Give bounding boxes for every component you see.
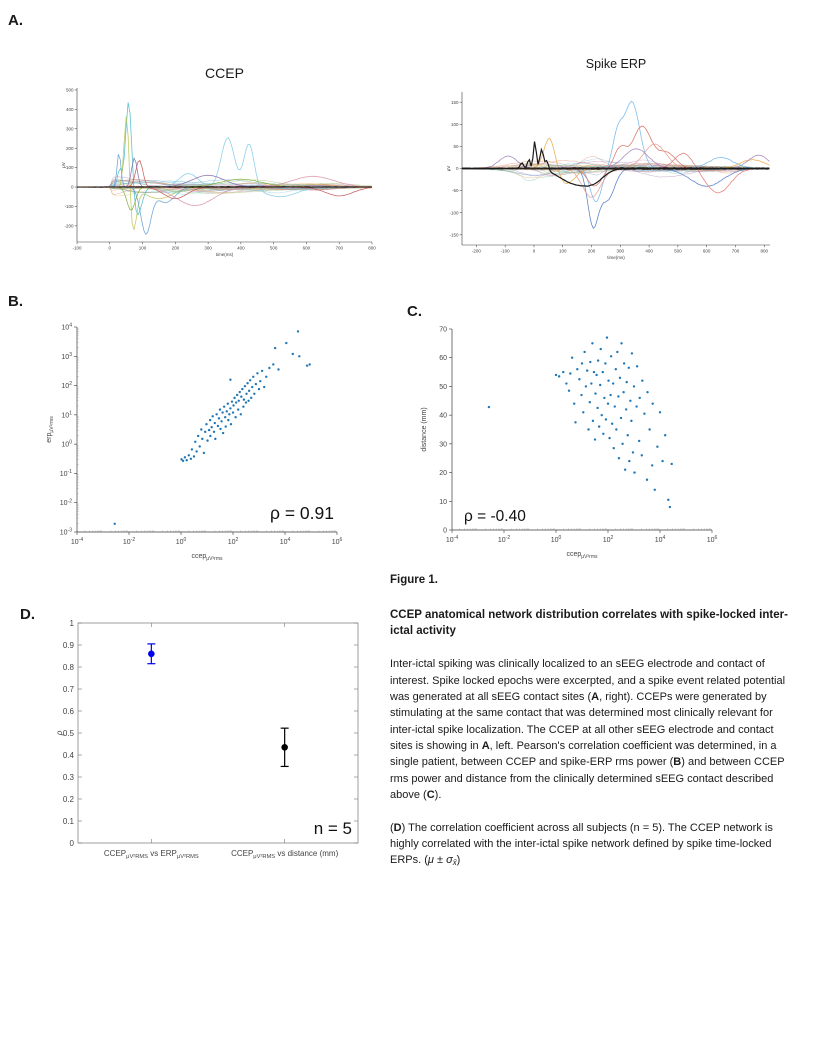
svg-text:0.4: 0.4 xyxy=(62,750,74,760)
svg-text:CCEPμV²RMS vs ERPμV²RMS: $CCEP_{\mu V^2RMS}$ vs $ERP_{\mu V^2RMS}$ xyxy=(103,849,199,861)
svg-text:800: 800 xyxy=(760,248,769,254)
svg-text:0.5: 0.5 xyxy=(62,728,74,738)
svg-text:0: 0 xyxy=(70,184,74,190)
svg-text:0.7: 0.7 xyxy=(62,684,74,694)
svg-text:-50: -50 xyxy=(451,188,459,194)
svg-text:100: $10^0$ xyxy=(550,535,562,544)
svg-text:106: $10^6$ xyxy=(706,535,718,544)
svg-text:200: 200 xyxy=(65,145,74,151)
svg-text:500: 500 xyxy=(65,87,74,93)
svg-text:erpμV²rms: erp$_{\mu V^2rms}$ xyxy=(46,416,55,443)
svg-text:-100: -100 xyxy=(449,210,459,216)
svg-text:time(ms): time(ms) xyxy=(607,255,625,260)
svg-text:200: 200 xyxy=(171,245,180,251)
svg-text:300: 300 xyxy=(65,126,74,132)
svg-text:103: $10^3$ xyxy=(61,351,72,361)
ccep-vs-distance-scatter xyxy=(421,308,738,570)
svg-text:-100: -100 xyxy=(64,204,74,210)
svg-text:102: $10^2$ xyxy=(61,381,72,391)
svg-text:0: 0 xyxy=(108,245,112,251)
svg-text:ρ: ρ xyxy=(55,730,64,736)
caption-paragraph-1: Inter-ictal spiking was clinically localized to an sEEG electrode and contact of interest. Spike locked epochs were excerpted, and a spike event related potential was generated at all sEEG contact sites (A, right). CCEPs were generated by stimulating at the same contact that was determined most clinically relevant for inter-ictal spike localization. The CCEP at all other sEEG electrode and contact sites is showing in A, left. Pearson's correlation coefficient was determined, in a single patient, between CCEP and spike-ERP rms power (B) and between CCEP rms power and distance from the clinically determined sEEG contact described above (C). xyxy=(390,658,786,802)
panel-b-label: B. xyxy=(8,293,23,310)
svg-text:60: 60 xyxy=(439,355,447,363)
svg-text:CCEPμV²RMS vs distance (mm): $CCEP_{\mu V^2RMS}$ vs distance (mm) xyxy=(231,849,339,861)
svg-text:100: $10^0$ xyxy=(61,439,72,449)
svg-text:400: 400 xyxy=(65,106,74,112)
ccep-trace-chart xyxy=(58,52,383,267)
svg-text:40: 40 xyxy=(439,412,447,420)
svg-text:-200: -200 xyxy=(64,223,74,229)
svg-text:200: 200 xyxy=(587,248,596,254)
svg-text:0.1: 0.1 xyxy=(62,816,74,826)
svg-text:101: $10^1$ xyxy=(61,410,72,420)
correlation-errorbar-chart xyxy=(55,612,390,872)
svg-text:600: 600 xyxy=(302,245,311,251)
svg-text:30: 30 xyxy=(439,441,447,449)
figure-title: CCEP anatomical network distribution correlates with spike-locked inter-ictal activity xyxy=(390,609,788,637)
svg-text:0.3: 0.3 xyxy=(62,772,74,782)
svg-text:600: 600 xyxy=(702,248,711,254)
svg-text:100: 100 xyxy=(558,248,567,254)
svg-text:0.9: 0.9 xyxy=(62,640,74,650)
svg-text:μV: μV xyxy=(446,165,451,172)
svg-text:70: 70 xyxy=(439,326,447,334)
svg-text:0: 0 xyxy=(69,838,74,848)
svg-text:Spike ERP: Spike ERP xyxy=(585,57,647,71)
svg-text:700: 700 xyxy=(335,245,343,251)
svg-text:10-4: $10^{-4}$ xyxy=(70,537,84,546)
svg-text:-100: -100 xyxy=(500,248,510,254)
svg-text:500: 500 xyxy=(269,245,278,251)
svg-text:10-1: $10^{-1}$ xyxy=(59,468,72,478)
svg-text:0: 0 xyxy=(532,248,536,254)
svg-text:106: $10^6$ xyxy=(331,537,343,546)
svg-text:100: 100 xyxy=(65,165,74,171)
svg-text:300: 300 xyxy=(616,248,625,254)
svg-text:104: $10^4$ xyxy=(654,535,666,544)
svg-text:100: 100 xyxy=(138,245,147,251)
svg-text:-200: -200 xyxy=(471,248,481,254)
svg-text:10-2: $10^{-2}$ xyxy=(497,535,511,544)
svg-text:μV: μV xyxy=(61,162,66,168)
ccep-vs-erp-scatter xyxy=(38,308,368,570)
svg-text:10-3: $10^{-3}$ xyxy=(59,527,72,537)
svg-text:400: 400 xyxy=(237,245,245,251)
svg-text:10-2: $10^{-2}$ xyxy=(59,498,72,508)
svg-text:ccepμV²rms: ccep$_{\mu V^2rms}$ xyxy=(566,551,598,560)
svg-text:0.8: 0.8 xyxy=(62,662,74,672)
figure-caption xyxy=(390,572,793,885)
svg-text:ρ = -0.40: ρ = -0.40 xyxy=(464,508,526,525)
svg-text:ρ = 0.91: ρ = 0.91 xyxy=(270,503,334,523)
svg-text:50: 50 xyxy=(439,383,447,391)
svg-text:50: 50 xyxy=(453,143,459,149)
svg-text:150: 150 xyxy=(450,99,459,105)
svg-text:0: 0 xyxy=(455,166,459,172)
svg-text:100: 100 xyxy=(450,121,459,127)
svg-text:700: 700 xyxy=(731,248,740,254)
panel-a-label: A. xyxy=(8,12,23,29)
svg-text:300: 300 xyxy=(204,245,212,251)
svg-text:10: 10 xyxy=(439,498,447,506)
svg-text:800: 800 xyxy=(368,245,376,251)
svg-text:-150: -150 xyxy=(449,232,459,238)
svg-text:104: $10^4$ xyxy=(61,322,72,332)
svg-text:time(ms): time(ms) xyxy=(215,252,234,257)
svg-text:0.2: 0.2 xyxy=(62,794,74,804)
svg-text:CCEP: CCEP xyxy=(205,65,244,81)
figure-number: Figure 1. xyxy=(390,574,438,586)
spike-erp-trace-chart xyxy=(446,48,780,268)
svg-text:0: 0 xyxy=(443,527,447,535)
svg-text:100: $10^0$ xyxy=(175,537,187,546)
svg-text:102: $10^2$ xyxy=(602,535,614,544)
svg-text:500: 500 xyxy=(674,248,682,254)
svg-text:20: 20 xyxy=(439,470,447,478)
svg-text:ccepμV²rms: ccep$_{\mu V^2rms}$ xyxy=(191,553,223,562)
svg-text:400: 400 xyxy=(645,248,653,254)
svg-text:104: $10^4$ xyxy=(279,537,291,546)
svg-text:0.6: 0.6 xyxy=(62,706,74,716)
svg-text:10-4: $10^{-4}$ xyxy=(445,535,459,544)
panel-d-label: D. xyxy=(20,606,35,623)
svg-text:n = 5: n = 5 xyxy=(313,819,352,838)
caption-paragraph-2: (D) The correlation coefficient across all subjects (n = 5). The CCEP network is highly correlated with the inter-ictal spike network defined by spike time-locked ERPs. $(\mu \pm \sigma_{x̄})$ xyxy=(390,821,773,868)
svg-text:-100: -100 xyxy=(72,245,82,251)
svg-text:distance (mm): distance (mm) xyxy=(421,407,428,452)
svg-text:1: 1 xyxy=(69,618,74,628)
svg-text:10-2: $10^{-2}$ xyxy=(122,537,136,546)
panel-c-label: C. xyxy=(407,303,422,320)
svg-text:102: $10^2$ xyxy=(227,537,239,546)
